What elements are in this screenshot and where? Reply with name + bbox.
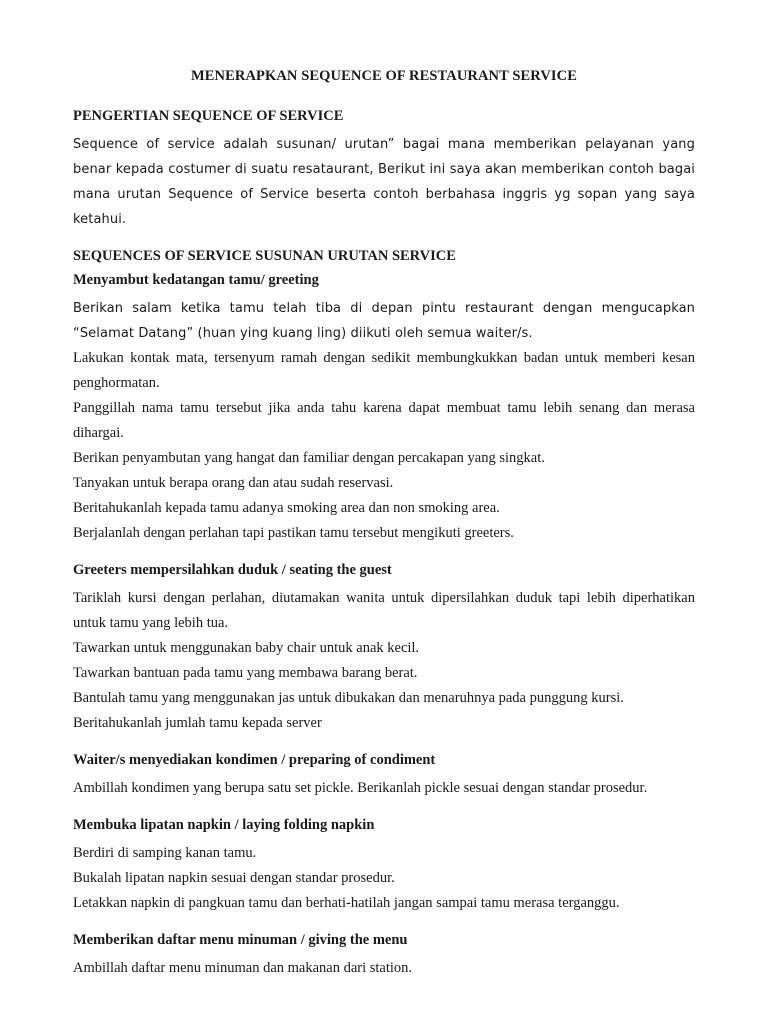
section-condiment xyxy=(73,750,695,801)
paragraph: Lakukan kontak mata, tersenyum ramah dengan sedikit membungkukkan badan untuk memberi kesan penghormatan. xyxy=(73,350,695,391)
section-heading: Memberikan daftar menu minuman / giving the menu xyxy=(73,932,408,948)
paragraph: Berikan salam ketika tamu telah tiba di depan pintu restaurant dengan mengucapkan “Selamat Datang” (huan ying kuang ling) diikuti oleh semua waiter/s. xyxy=(73,301,695,341)
paragraph: Tawarkan bantuan pada tamu yang membawa barang berat. xyxy=(73,665,418,681)
paragraph: Letakkan napkin di pangkuan tamu dan berhati-hatilah jangan sampai tamu merasa terganggu. xyxy=(73,895,620,911)
paragraph: Tariklah kursi dengan perlahan, diutamakan wanita untuk dipersilahkan duduk tapi lebih diperhatikan untuk tamu yang lebih tua. xyxy=(73,590,695,631)
paragraph: Tawarkan untuk menggunakan baby chair untuk anak kecil. xyxy=(73,640,420,656)
section-greeting xyxy=(73,270,695,546)
paragraph: Berikan penyambutan yang hangat dan familiar dengan percakapan yang singkat. xyxy=(73,450,545,466)
section-menu xyxy=(73,930,695,981)
section-heading: Membuka lipatan napkin / laying folding napkin xyxy=(73,817,375,833)
paragraph: Berjalanlah dengan perlahan tapi pastikan tamu tersebut mengikuti greeters. xyxy=(73,525,514,541)
section-heading: PENGERTIAN SEQUENCE OF SERVICE xyxy=(73,108,344,124)
section-pengertian xyxy=(73,106,695,232)
section-sequences xyxy=(73,246,695,266)
section-heading: Waiter/s menyediakan kondimen / preparing of condiment xyxy=(73,752,436,768)
paragraph: Beritahukanlah jumlah tamu kepada server xyxy=(73,715,322,731)
paragraph: Sequence of service adalah susunan/ urutan” bagai mana memberikan pelayanan yang benar kepada costumer di suatu resataurant, Berikut ini saya akan memberikan contoh bagai mana urutan Sequence of Service beserta contoh berbahasa inggris yg sopan yang saya ketahui. xyxy=(73,137,695,227)
document-title: MENERAPKAN SEQUENCE OF RESTAURANT SERVICE xyxy=(190,68,577,84)
section-heading: Menyambut kedatangan tamu/ greeting xyxy=(73,272,319,288)
paragraph: Berdiri di samping kanan tamu. xyxy=(73,845,257,861)
section-heading: Greeters mempersilahkan duduk / seating the guest xyxy=(73,562,392,578)
section-seating xyxy=(73,560,695,736)
document-body xyxy=(73,106,695,995)
section-heading: SEQUENCES OF SERVICE SUSUNAN URUTAN SERVICE xyxy=(73,248,456,264)
paragraph: Bantulah tamu yang menggunakan jas untuk dibukakan dan menaruhnya pada punggung kursi. xyxy=(73,690,624,706)
section-napkin xyxy=(73,815,695,916)
paragraph: Tanyakan untuk berapa orang dan atau sudah reservasi. xyxy=(73,475,394,491)
paragraph: Ambillah daftar menu minuman dan makanan dari station. xyxy=(73,960,413,976)
paragraph: Beritahukanlah kepada tamu adanya smoking area dan non smoking area. xyxy=(73,500,500,516)
paragraph: Ambillah kondimen yang berupa satu set pickle. Berikanlah pickle sesuai dengan standar prosedur. xyxy=(73,780,648,796)
paragraph: Panggillah nama tamu tersebut jika anda tahu karena dapat membuat tamu lebih senang dan merasa dihargai. xyxy=(73,400,695,441)
paragraph: Bukalah lipatan napkin sesuai dengan standar prosedur. xyxy=(73,870,395,886)
